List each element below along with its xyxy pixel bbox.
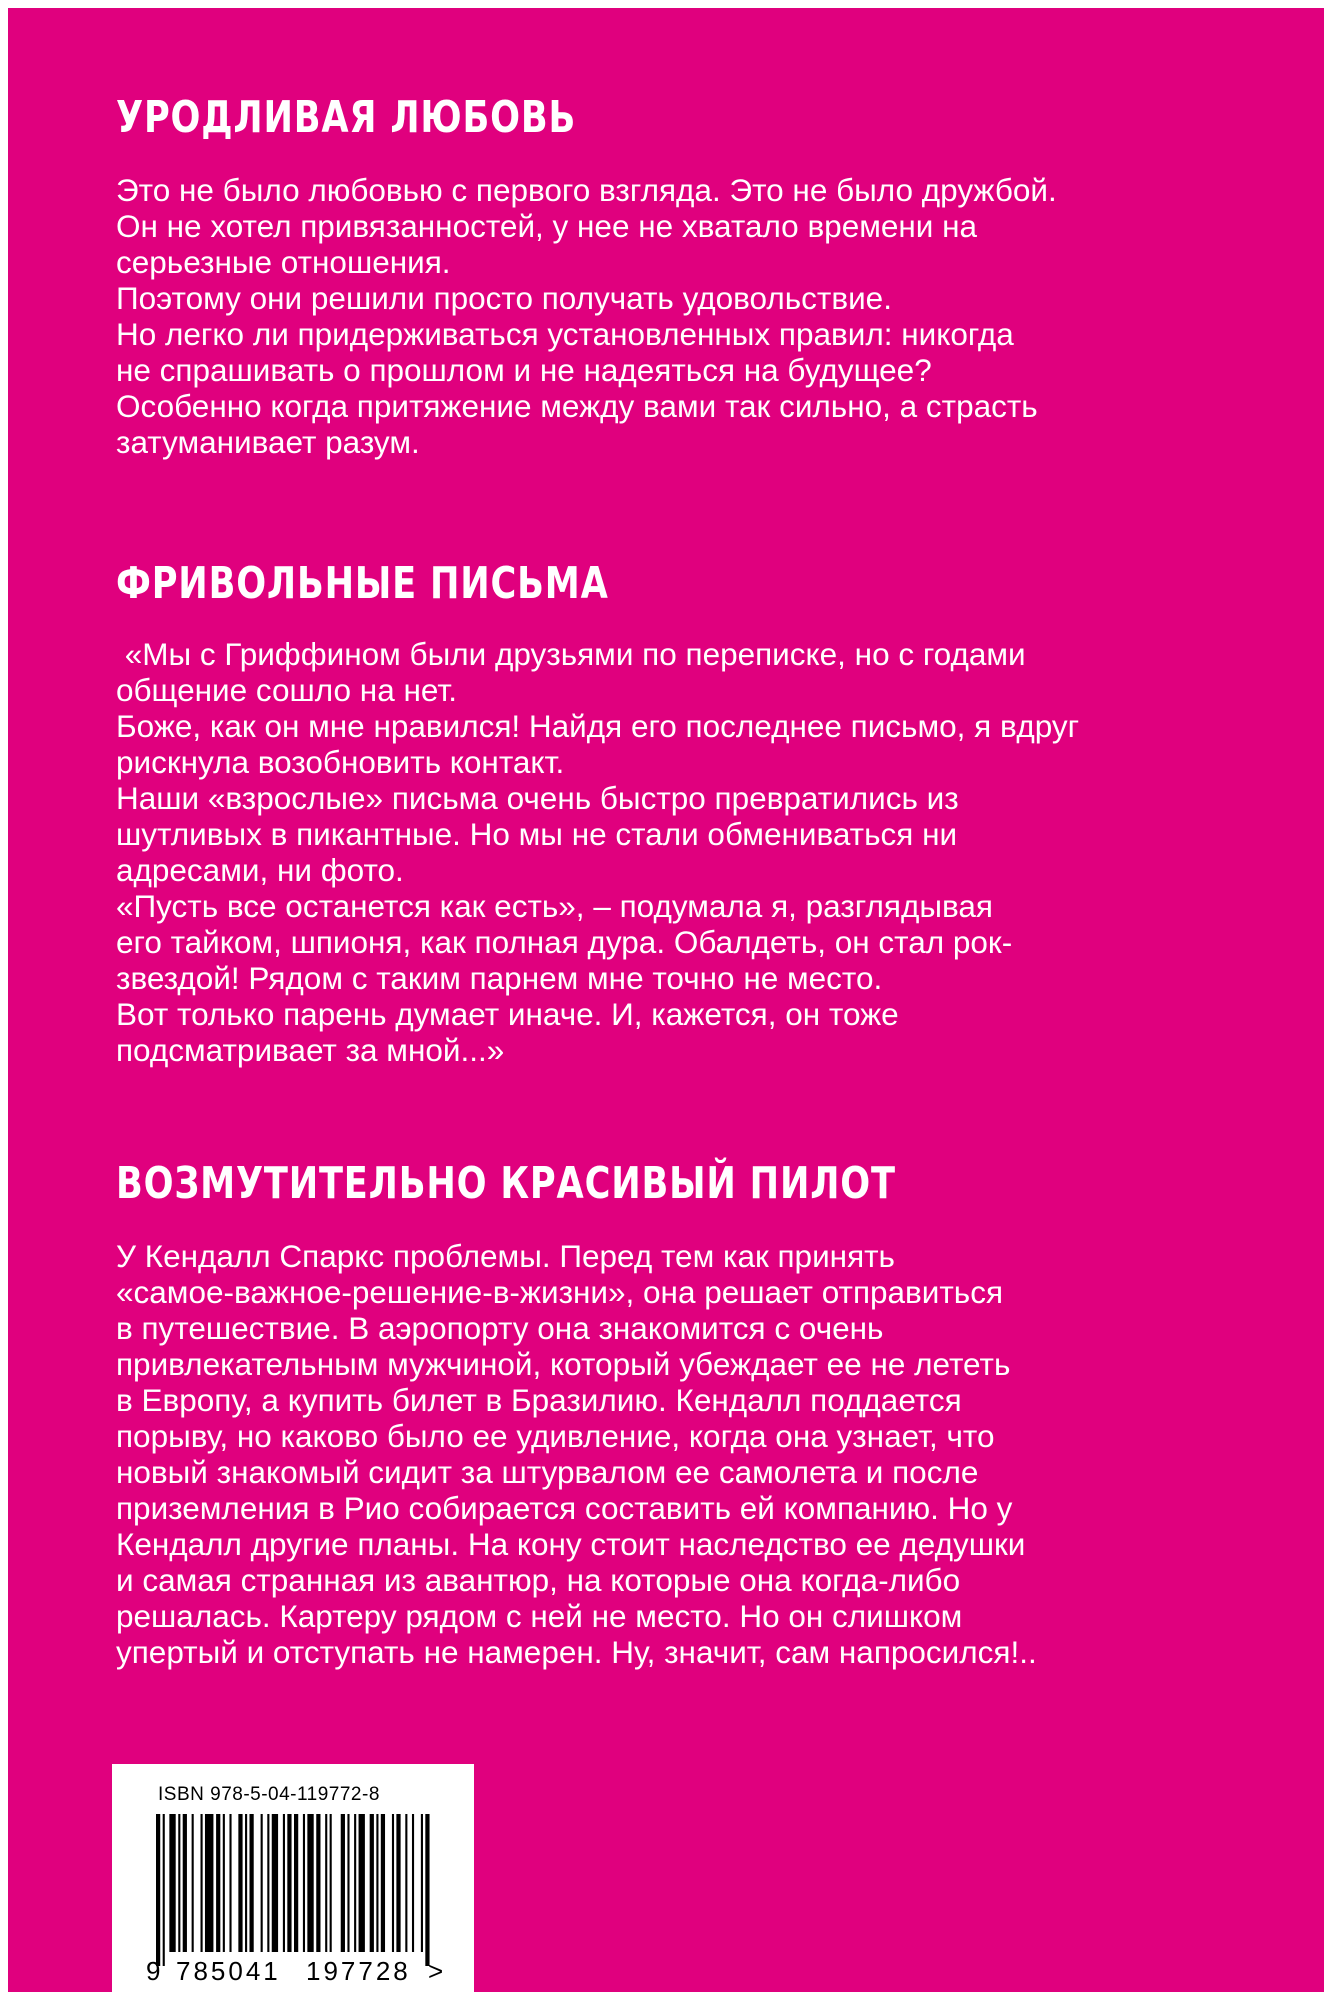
text-line: «самое-важное-решение-в-жизни», она решает отправиться: [116, 1274, 1004, 1310]
isbn-barcode-box: [112, 1764, 474, 1992]
text-line: в Европу, а купить билет в Бразилию. Кендалл поддается: [116, 1382, 962, 1418]
text-line: шутливых в пикантные. Но мы не стали обмениваться ни: [116, 816, 958, 852]
section-title-frivolous-letters: ФРИВОЛЬНЫЕ ПИСЬМА: [116, 558, 609, 609]
section-title-beautiful-pilot: ВОЗМУТИТЕЛЬНО КРАСИВЫЙ ПИЛОТ: [116, 1158, 896, 1209]
barcode-bar: [201, 1814, 203, 1952]
barcode-bar: [341, 1814, 345, 1952]
barcode-bar: [169, 1814, 175, 1952]
text-line: решалась. Картеру рядом с ней не место. Но он слишком: [116, 1598, 963, 1634]
barcode-bar: [192, 1814, 194, 1952]
barcode-bar: [223, 1814, 225, 1952]
text-line: Это не было любовью с первого взгляда. Это не было дружбой.: [116, 172, 1057, 208]
text-line: и самая странная из авантюр, на которые она когда-либо: [116, 1562, 961, 1598]
barcode-bar: [303, 1814, 305, 1952]
barcode-bar: [405, 1814, 407, 1952]
barcode-bar: [421, 1814, 423, 1952]
barcode-bar: [325, 1814, 327, 1952]
barcode-bar: [216, 1814, 220, 1952]
text-line: общение сошло на нет.: [116, 672, 458, 708]
barcode-bar: [261, 1814, 263, 1952]
barcode-bar: [294, 1814, 298, 1952]
section-text-beautiful-pilot: [116, 1238, 1037, 1670]
text-line: рискнула возобновить контакт.: [116, 744, 565, 780]
barcode-bar: [183, 1814, 187, 1952]
text-line: серьезные отношения.: [116, 244, 451, 280]
text-line: затуманивает разум.: [116, 424, 420, 460]
barcode-bar: [330, 1814, 332, 1952]
barcode-bar: [412, 1814, 414, 1952]
text-line: адресами, ни фото.: [116, 852, 404, 888]
barcode-bar: [205, 1814, 213, 1952]
isbn-label: ISBN 978-5-04-119772-8: [158, 1784, 380, 1805]
text-line: «Мы с Гриффином были друзьями по переписке, но с годами: [116, 636, 1026, 672]
barcode-bar: [229, 1814, 231, 1952]
text-line: Но легко ли придерживаться установленных правил: никогда: [116, 316, 1014, 352]
barcode-bar: [272, 1814, 278, 1952]
barcode-bar: [425, 1814, 429, 1966]
barcode-bar: [359, 1814, 365, 1952]
text-line: звездой! Рядом с таким парнем мне точно не место.: [116, 960, 883, 996]
text-line: Наши «взрослые» письма очень быстро превратились из: [116, 780, 959, 816]
text-line: упертый и отступать не намерен. Ну, значит, сам напросился!..: [116, 1634, 1037, 1670]
barcode-bar: [178, 1814, 180, 1952]
barcode-bar: [238, 1814, 242, 1952]
text-line: приземления в Рио собирается составить ей компанию. Но у: [116, 1490, 1013, 1526]
barcode-digit-first: 9: [146, 1956, 161, 1986]
barcode-bar: [381, 1814, 385, 1952]
text-line: новый знакомый сидит за штурвалом ее самолета и после: [116, 1454, 979, 1490]
text-line: в путешествие. В аэропорту она знакомится с очень: [116, 1310, 884, 1346]
barcode-bar: [163, 1814, 165, 1966]
text-line: У Кендалл Спаркс проблемы. Перед тем как принять: [116, 1238, 895, 1274]
text-line: Он не хотел привязанностей, у нее не хватало времени на: [116, 208, 978, 244]
section-title-ugly-love: УРОДЛИВАЯ ЛЮБОВЬ: [116, 92, 577, 143]
book-back-cover: [8, 8, 1324, 1992]
barcode-bar: [283, 1814, 285, 1952]
text-line: привлекательным мужчиной, который убеждает ее не лететь: [116, 1346, 1011, 1382]
barcode-digit-end: >: [428, 1956, 444, 1986]
barcode-digit-group-2: 197728: [306, 1956, 411, 1986]
text-line: «Пусть все останется как есть», – подумала я, разглядывая: [116, 888, 993, 924]
text-line: порыву, но каково было ее удивление, когда она узнает, что: [116, 1418, 995, 1454]
barcode-icon: [156, 1814, 432, 1966]
barcode-bar: [347, 1814, 349, 1952]
section-text-ugly-love: [116, 172, 1057, 460]
barcode-bar: [370, 1814, 374, 1952]
barcode-bar: [307, 1814, 313, 1952]
text-line: его тайком, шпионя, как полная дура. Обалдеть, он стал рок-: [116, 924, 1013, 960]
barcode-bar: [249, 1814, 253, 1952]
barcode-bar: [376, 1814, 378, 1952]
barcode-bar: [354, 1814, 356, 1952]
barcode-bar: [392, 1814, 394, 1952]
text-line: Особенно когда притяжение между вами так сильно, а страсть: [116, 388, 1038, 424]
text-line: не спрашивать о прошлом и не надеяться на будущее?: [116, 352, 932, 388]
text-line: Боже, как он мне нравился! Найдя его последнее письмо, я вдруг: [116, 708, 1080, 744]
text-line: подсматривает за мной...»: [116, 1032, 505, 1068]
barcode-bar: [267, 1814, 269, 1952]
barcode-bar: [245, 1814, 247, 1952]
section-text-frivolous-letters: [116, 636, 1079, 1068]
text-line: Вот только парень думает иначе. И, кажется, он тоже: [116, 996, 899, 1032]
barcode-bar: [396, 1814, 400, 1952]
text-line: Кендалл другие планы. На кону стоит наследство ее дедушки: [116, 1526, 1026, 1562]
barcode-bar: [287, 1814, 291, 1952]
barcode-bar: [156, 1814, 160, 1966]
barcode-bar: [316, 1814, 320, 1952]
barcode-digit-group-1: 785041: [176, 1956, 281, 1986]
text-line: Поэтому они решили просто получать удовольствие.: [116, 280, 892, 316]
